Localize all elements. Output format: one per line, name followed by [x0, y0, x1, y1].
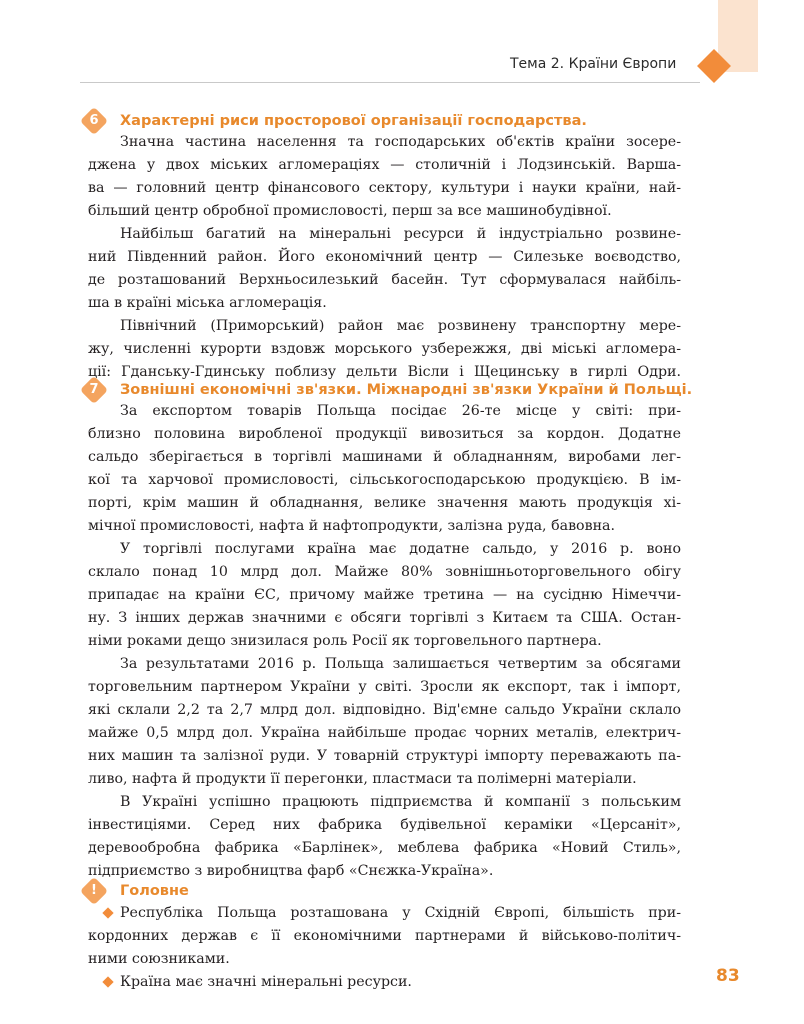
summary-badge: [79, 876, 109, 906]
paragraph-line: деревообробна фабрика «Барлінек», меблева фабрика «Новий Стиль»,: [88, 840, 681, 856]
section-heading: Зовнішні економічні зв'язки. Міжнародні зв'язки України й Польщі.: [120, 382, 693, 398]
running-header: Тема 2. Країни Європи: [510, 56, 677, 72]
section-number-badge: [79, 375, 109, 405]
section-heading: Характерні риси просторової організації господарства.: [120, 113, 587, 129]
paragraph-line: Найбільш багатий на мінеральні ресурси й індустріально розвине-: [120, 226, 681, 242]
paragraph-line: В Україні успішно працюють підприємства й компанії з польським: [120, 794, 681, 810]
paragraph-line: торговельним партнером України у світі. Зросли як експорт, так і імпорт,: [88, 679, 681, 695]
paragraph-line: За експортом товарів Польща посідає 26-те місце у світі: при-: [120, 403, 681, 419]
paragraph-line: ції: Гданську-Гдинську поблизу дельти Вісли і Щецинську в гирлі Одри.: [88, 364, 681, 380]
paragraph-line: ша в країні міська агломерація.: [88, 295, 327, 311]
summary-icon-mark: !: [91, 883, 97, 898]
paragraph-line: порті, крім машин й обладнання, велике значення мають продукція хі-: [88, 495, 681, 511]
paragraph-line: них машин та залізної руди. У товарній структурі імпорту переважають па-: [88, 748, 681, 764]
paragraph-line: Північний (Приморський) район має розвинену транспортну мере-: [120, 318, 681, 334]
paragraph-line: майже 0,5 млрд дол. Україна найбільше продає чорних металів, електрич-: [88, 725, 681, 741]
summary-line: Республіка Польща розташована у Східній Європі, більшість при-: [120, 905, 681, 921]
paragraph-line: німи роками дещо знизилася роль Росії як торговельного партнера.: [88, 633, 602, 649]
header-divider: [80, 82, 700, 83]
paragraph-line: У торгівлі послугами країна має додатне сальдо, у 2016 р. воно: [120, 541, 681, 557]
summary-line: ними союзниками.: [88, 951, 230, 967]
paragraph-line: Значна частина населення та господарських об'єктів країни зосере-: [120, 134, 681, 150]
paragraph-line: склало понад 10 млрд дол. Майже 80% зовнішньоторговельного обігу: [88, 564, 681, 580]
paragraph-line: джена у двох міських агломераціях — столичній і Лодзинській. Варша-: [88, 157, 681, 173]
paragraph-line: жу, численні курорти вздовж морського узбережжя, дві міські агломера-: [88, 341, 681, 357]
paragraph-line: ний Південний район. Його економічний центр — Силезьке воєводство,: [88, 249, 681, 265]
section-number: 6: [89, 113, 99, 128]
summary-line: Країна має значні мінеральні ресурси.: [120, 974, 412, 990]
paragraph-line: сальдо зберігається в торгівлі машинами й обладнанням, виробами лег-: [88, 449, 681, 465]
paragraph-line: кої та харчової промисловості, сільськогосподарською продукцією. В ім-: [88, 472, 681, 488]
page-number: 83: [716, 966, 740, 986]
paragraph-line: підприємство з виробництва фарб «Снєжка-Україна».: [88, 863, 494, 879]
paragraph-line: ва — головний центр фінансового сектору, культури і науки країни, най-: [88, 180, 681, 196]
paragraph-line: більший центр обробної промисловості, перш за все машинобудівної.: [88, 203, 612, 219]
bullet-diamond-icon: [102, 907, 113, 918]
section-number: 7: [89, 382, 99, 397]
paragraph-line: які склали 2,2 та 2,7 млрд дол. відповідно. Від'ємне сальдо України склало: [88, 702, 681, 718]
paragraph-line: ливо, нафта й продукти її перегонки, пластмаси та полімерні матеріали.: [88, 771, 637, 787]
paragraph-line: де розташований Верхньосилезький басейн. Тут сформувалася найбіль-: [88, 272, 681, 288]
paragraph-line: мічної промисловості, нафта й нафтопродукти, залізна руда, бавовна.: [88, 518, 616, 534]
paragraph-line: інвестиціями. Серед них фабрика будівельної кераміки «Церсаніт»,: [88, 817, 681, 833]
paragraph-line: близно половина виробленої продукції вивозиться за кордон. Додатне: [88, 426, 681, 442]
summary-heading: Головне: [120, 883, 189, 899]
summary-line: кордонних держав є її економічними партнерами й військово-політич-: [88, 928, 681, 944]
paragraph-line: ну. З інших держав значними є обсяги торгівлі з Китаєм та США. Остан-: [88, 610, 681, 626]
paragraph-line: За результатами 2016 р. Польща залишається четвертим за обсягами: [120, 656, 681, 672]
bullet-diamond-icon: [102, 976, 113, 987]
section-number-badge: [79, 106, 109, 136]
paragraph-line: припадає на країни ЄС, причому майже третина — на сусідню Німеччи-: [88, 587, 681, 603]
